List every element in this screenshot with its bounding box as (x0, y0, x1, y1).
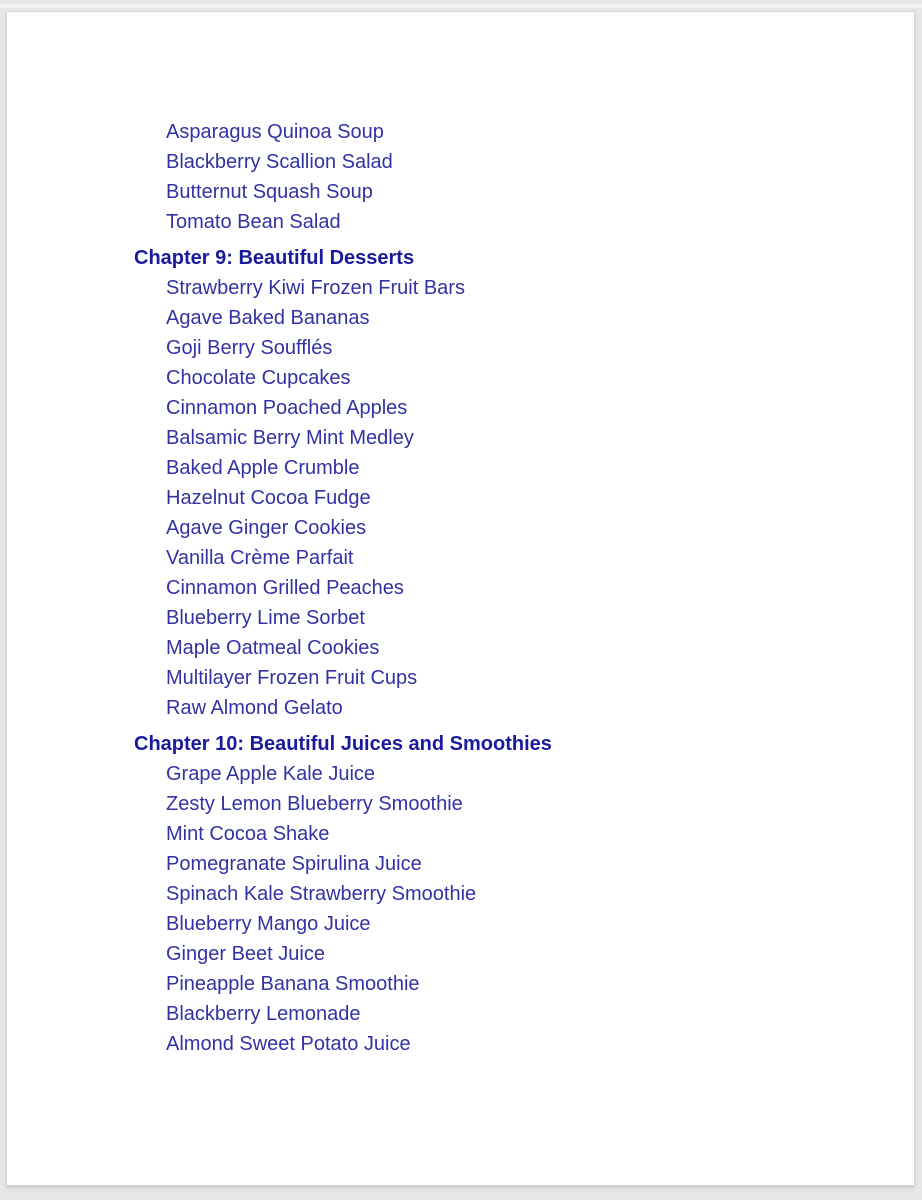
toc-item[interactable]: Balsamic Berry Mint Medley (166, 427, 414, 449)
toc-item[interactable]: Goji Berry Soufflés (166, 337, 333, 359)
toc-item[interactable]: Tomato Bean Salad (166, 211, 341, 233)
toc-item[interactable]: Ginger Beet Juice (166, 943, 325, 965)
toc-item[interactable]: Blackberry Lemonade (166, 1003, 361, 1025)
toc-chapter-heading[interactable]: Chapter 10: Beautiful Juices and Smoothies (134, 733, 552, 755)
toc-item[interactable]: Mint Cocoa Shake (166, 823, 330, 845)
toc-item[interactable]: Strawberry Kiwi Frozen Fruit Bars (166, 277, 465, 299)
toc-item[interactable]: Baked Apple Crumble (166, 457, 360, 479)
toc-item[interactable]: Cinnamon Grilled Peaches (166, 577, 404, 599)
toc-item[interactable]: Asparagus Quinoa Soup (166, 121, 384, 143)
toc-item[interactable]: Blueberry Mango Juice (166, 913, 371, 935)
toc-item[interactable]: Vanilla Crème Parfait (166, 547, 354, 569)
toc-item[interactable]: Raw Almond Gelato (166, 697, 343, 719)
toc-item[interactable]: Blackberry Scallion Salad (166, 151, 393, 173)
toc-item[interactable]: Agave Baked Bananas (166, 307, 370, 329)
toc-item[interactable]: Agave Ginger Cookies (166, 517, 367, 539)
page-gap (0, 4, 922, 8)
toc-item[interactable]: Cinnamon Poached Apples (166, 397, 408, 419)
table-of-contents (7, 12, 914, 1059)
toc-item[interactable]: Multilayer Frozen Fruit Cups (166, 667, 418, 689)
toc-item[interactable]: Maple Oatmeal Cookies (166, 637, 380, 659)
toc-item[interactable]: Almond Sweet Potato Juice (166, 1033, 411, 1055)
document-page (6, 11, 915, 1186)
toc-item[interactable]: Chocolate Cupcakes (166, 367, 351, 389)
toc-item[interactable]: Blueberry Lime Sorbet (166, 607, 365, 629)
toc-item[interactable]: Spinach Kale Strawberry Smoothie (166, 883, 477, 905)
toc-chapter-heading[interactable]: Chapter 9: Beautiful Desserts (134, 247, 415, 269)
toc-item[interactable]: Butternut Squash Soup (166, 181, 373, 203)
toc-item[interactable]: Hazelnut Cocoa Fudge (166, 487, 371, 509)
toc-item[interactable]: Zesty Lemon Blueberry Smoothie (166, 793, 463, 815)
toc-item[interactable]: Pomegranate Spirulina Juice (166, 853, 422, 875)
toc-item[interactable]: Pineapple Banana Smoothie (166, 973, 420, 995)
toc-item[interactable]: Grape Apple Kale Juice (166, 763, 376, 785)
